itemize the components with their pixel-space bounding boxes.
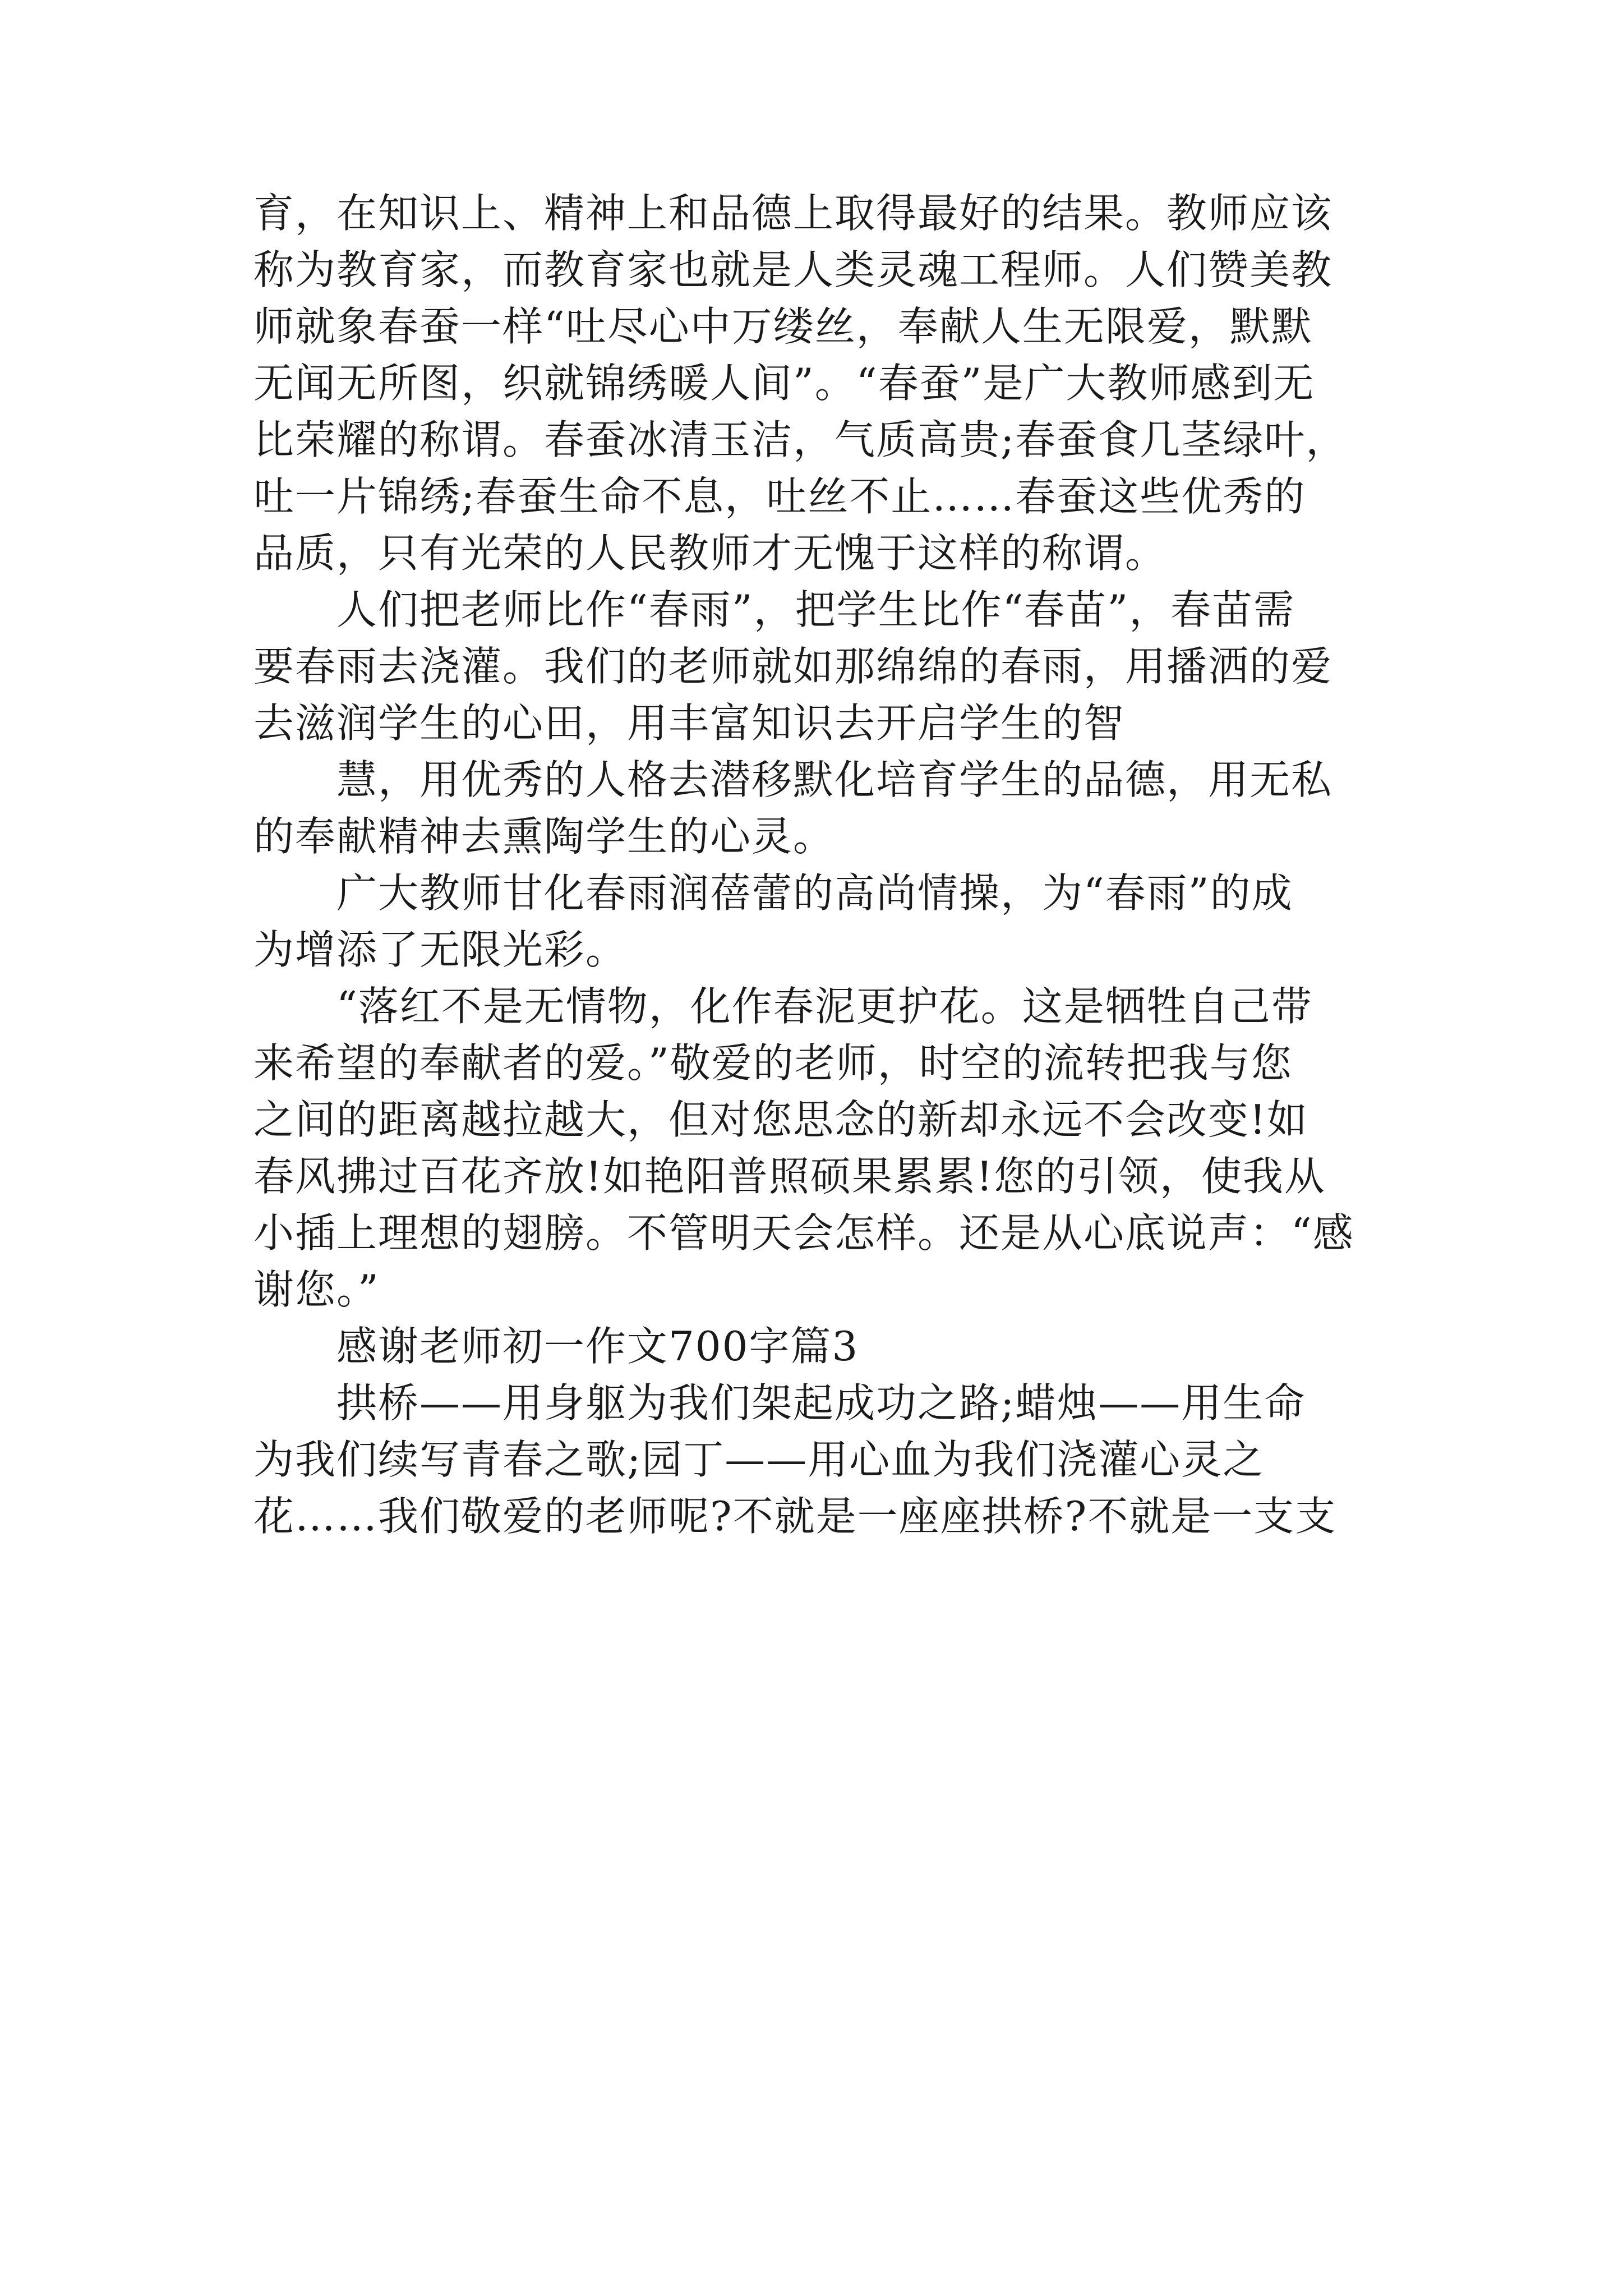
text-line: 去滋润学生的心田，用丰富知识去开启学生的智 xyxy=(253,700,1126,747)
text-line: 之间的距离越拉越大，但对您思念的新却永远不会改变!如 xyxy=(253,1096,1308,1143)
paragraph-start-line: “落红不是无情物，化作春泥更护花。这是牺牲自己带 xyxy=(336,983,1313,1030)
text-line: 春风拂过百花齐放!如艳阳普照硕果累累!您的引领，使我从 xyxy=(253,1153,1326,1200)
text-line: 无闻无所图，织就锦绣暖人间”。“春蚕”是广大教师感到无 xyxy=(253,360,1315,407)
text-line: 小插上理想的翅膀。不管明天会怎样。还是从心底说声：“感 xyxy=(253,1209,1354,1257)
text-line: 为我们续写青春之歌;园丁——用心血为我们浇灌心灵之 xyxy=(253,1436,1265,1483)
document-page xyxy=(253,185,1381,1545)
text-line: 品质，只有光荣的人民教师才无愧于这样的称谓。 xyxy=(253,530,1167,577)
section-heading: 感谢老师初一作文700字篇3 xyxy=(336,1323,859,1370)
text-line: 要春雨去浇灌。我们的老师就如那绵绵的春雨，用播洒的爱 xyxy=(253,643,1333,690)
paragraph-start-line: 人们把老师比作“春雨”，把学生比作“春苗”，春苗需 xyxy=(336,586,1295,633)
text-line: 师就象春蚕一样“吐尽心中万缕丝，奉献人生无限爱，默默 xyxy=(253,303,1313,350)
text-line: 育，在知识上、精神上和品德上取得最好的结果。教师应该 xyxy=(253,190,1333,237)
text-line: 谢您。” xyxy=(253,1266,380,1313)
text-line: 来希望的奉献者的爱。”敬爱的老师，时空的流转把我与您 xyxy=(253,1039,1293,1087)
text-line: 称为教育家，而教育家也就是人类灵魂工程师。人们赞美教 xyxy=(253,246,1333,293)
text-line: 比荣耀的称谓。春蚕冰清玉洁，气质高贵;春蚕食几茎绿叶， xyxy=(253,416,1348,463)
paragraph-start-line: 慧，用优秀的人格去潜移默化培育学生的品德，用无私 xyxy=(336,756,1333,803)
paragraph-start-line: 拱桥——用身躯为我们架起成功之路;蜡烛——用生命 xyxy=(336,1379,1306,1427)
text-line: 花……我们敬爱的老师呢?不就是一座座拱桥?不就是一支支 xyxy=(253,1493,1337,1540)
text-line: 为增添了无限光彩。 xyxy=(253,926,628,973)
text-line: 吐一片锦绣;春蚕生命不息，吐丝不止……春蚕这些优秀的 xyxy=(253,473,1306,520)
text-line: 的奉献精神去熏陶学生的心灵。 xyxy=(253,813,835,860)
paragraph-start-line: 广大教师甘化春雨润蓓蕾的高尚情操，为“春雨”的成 xyxy=(336,869,1293,917)
